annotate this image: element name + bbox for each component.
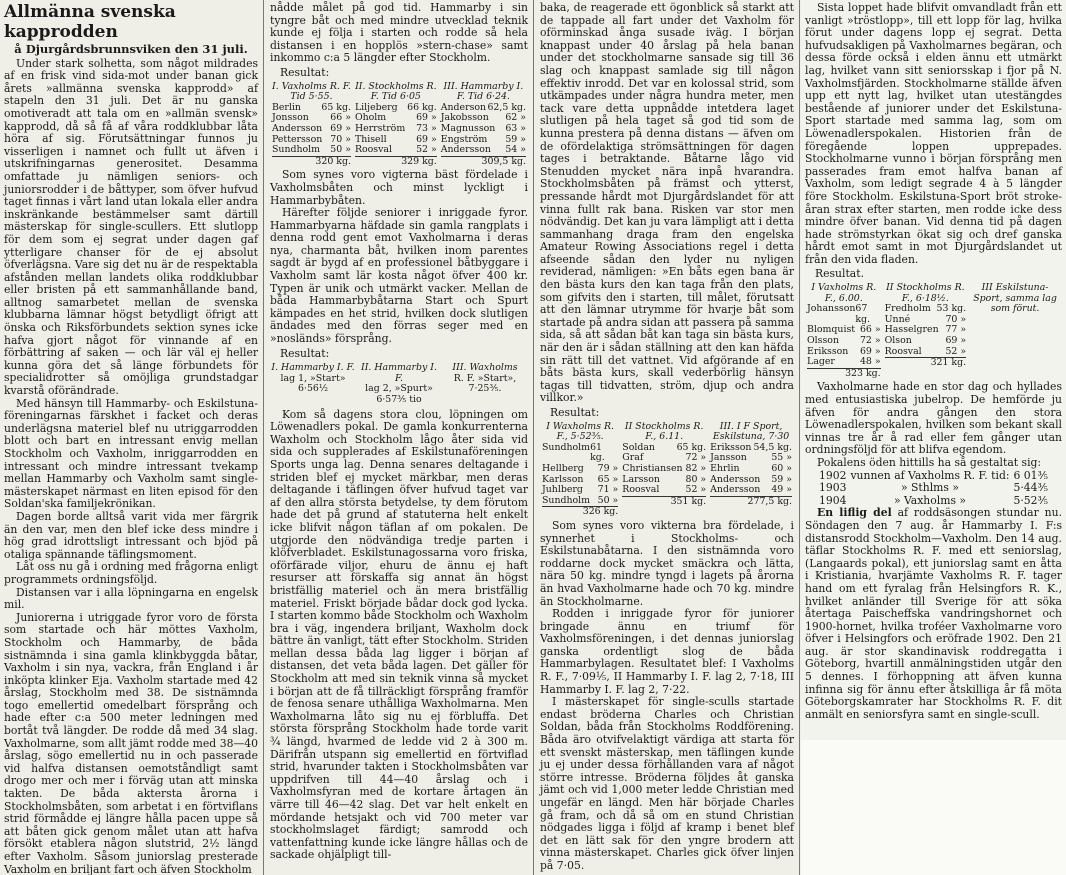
- article-title: Allmänna svenska kapprodden: [4, 2, 176, 42]
- paragraph: Juniorerna i utriggade fyror voro de första som startade och här möttes Vaxholm, Stockholm och Hammarby, de båda sistnämnda i sina gamla klinkbyggda båtar, Vaxholm i sin nya, vackra, från England i år inköpta klinker Eja. Vaxholm startade med 42 årslag, Stockholm med 38. De sistnämnda togo emellertid omedelbart försprång och hade efter c:a 500 meter ledningen med bortåt två längder. De rodde då med 34 slag. Vaxholmarne, som allt jämt rodde med 38—40 årslag, sögo emellertid nu in och passerade vid halfva distansen oemotståndligt samt drogo mer och mer i förväg utan att minska takten. De båda aktersta årorna i Stockholmsbåten, som arbetat i en förtviflans strid förmådde ej längre hålla pacen uppe så att båten gick genom målet utan att hafva försökt etablera någon slutstrid, 2½ längd efter Vaxholm. Såsom juniorslag presterade Vaxholm en briljant fart och äfven Stockholm: [4, 610, 258, 875]
- rower-weight: 54 »: [505, 144, 526, 156]
- results-label: Resultat.: [815, 267, 865, 281]
- result-line: III. Waxholms: [452, 362, 518, 374]
- rower-name: Lager: [807, 356, 835, 368]
- rower-name: Soldan: [622, 441, 655, 453]
- rower-row: [710, 464, 792, 475]
- results-team: [439, 82, 528, 168]
- trophy-year: 1902: [819, 468, 847, 482]
- rower-weight: 59 »: [505, 133, 526, 145]
- paragraph: Låt oss nu gå i ordning med frågorna enligt programmets ordningsföljd.: [4, 560, 258, 586]
- results-team: [708, 422, 794, 518]
- rower-row: [542, 464, 618, 475]
- column-4: [801, 0, 1066, 740]
- rower-name: Karlsson: [542, 473, 584, 485]
- team-total: 320 kg.: [272, 156, 351, 168]
- rower-name: Eriksson: [710, 441, 752, 453]
- rower-weight: 62 »: [505, 112, 526, 124]
- rower-weight: 61 kg.: [590, 441, 605, 464]
- rower-weight: 65 kg.: [676, 441, 707, 453]
- rower-weight: 52 »: [945, 345, 967, 357]
- rower-weight: 49 »: [771, 484, 792, 496]
- rower-row: [355, 124, 437, 135]
- team-total: 309,5 kg.: [441, 156, 526, 168]
- rower-weight: 69 »: [416, 133, 437, 145]
- rower-name: Sundholm: [272, 144, 321, 156]
- column-divider: [533, 0, 534, 875]
- rower-name: Jonsson: [272, 112, 309, 124]
- rower-weight: 55 »: [771, 452, 792, 464]
- team-heading: I. Vaxholms R. F. Tid 5·55.: [272, 80, 351, 103]
- rower-weight: 73 »: [416, 122, 437, 134]
- trophy-year: 1904: [819, 493, 847, 507]
- rower-weight: 77 »: [945, 324, 967, 336]
- paragraph: Vaxholmarne hade en stor dag och hyllades med entusiastiska jubelrop. De hemförde ju äfven för andra gången den stora Löwenadlerspokalen, hvilken som bekant skall vinnas tre år å rad eller fem gånger utan ordningsföljd för att blifva egendom.: [805, 380, 1062, 457]
- trophy-time: 5·44⅗: [1013, 481, 1048, 495]
- rower-row: [441, 145, 526, 156]
- team-heading: III Eskilstuna-Sport, samma lag som förut.: [973, 282, 1057, 315]
- rower-weight: 69 »: [859, 345, 881, 357]
- team-heading: II. Stockholms R. F. Tid 6·05: [355, 80, 437, 103]
- rower-weight: 70 »: [945, 313, 967, 325]
- rower-name: Herrström: [354, 122, 406, 134]
- rower-weight: 62,5 kg.: [487, 101, 526, 113]
- rower-row: [272, 124, 351, 135]
- rower-weight: 66 »: [330, 112, 351, 124]
- result-line: 6·56½: [298, 383, 328, 395]
- trophy-year: 1903: [819, 481, 847, 495]
- trophy-times: [805, 470, 1062, 508]
- rower-name: Larsson: [622, 473, 660, 485]
- paragraph: [805, 507, 1062, 721]
- rower-row: [622, 464, 706, 475]
- results-team: [270, 82, 353, 168]
- trophy-club: » Sthlms »: [900, 481, 959, 495]
- paragraph: I mästerskapet för single-sculls startade endast bröderna Charles och Christian Soldan, båda från Stockholms Roddförening. Båda äro otvifvelaktigt värdiga att starta för ett svenskt mästerskap, men täflingen kunde ju ej under dessa förhållanden vara af något större intresse. Bröderna följdes åt ganska jämt och vid 1,000 meter ledde Christian med ungefär en längd. Men här började Charles gå fram, och då så om en stund Christian nödgades ligga i följd af kramp i benet blef det en lätt sak för den yngre brodern att vinna mästerskapet. Charles gick öfver linjen på 7·05.: [540, 695, 794, 872]
- team-total: 326 kg.: [542, 506, 618, 518]
- rower-name: Unné: [884, 313, 911, 325]
- rower-weight: 50 »: [330, 144, 351, 156]
- paragraph: Distansen var i alla löpningarna en engelsk mil.: [4, 585, 258, 612]
- paragraph: Som synes voro vikterna bra fördelade, i synnerhet i Stockholms- och Eskilstunabåtarna. I den sistnämnda voro roddarne dock mycket smäckra och lätta, nära 50 kg. mindre tyngd i lagets på årorna än hvad Vaxholmarne hade och 70 kg. mindre än Stockholmarne.: [540, 518, 794, 608]
- results-team: [883, 283, 968, 379]
- rower-weight: 69 »: [416, 112, 437, 124]
- rower-weight: 82 »: [685, 462, 707, 474]
- trophy-time-row: [805, 482, 1062, 495]
- team-total: 329 kg.: [355, 156, 437, 168]
- rower-weight: 79 »: [597, 462, 619, 474]
- team-total: 277,5 kg.: [710, 496, 792, 508]
- rower-row: [885, 347, 966, 358]
- rower-weight: 63 »: [505, 122, 526, 134]
- paragraph: Med hänsyn till Hammarby- och Eskilstuna-föreningarnas färskhet i facket och deras underlägsna materiel blef nu utriggarrodden blott och bart en intressant envig mellan Stockholm och Vaxholm, inriggarrodden en intressant och mindre intressant tvekamp mellan Hammarby och Vaxholm samt single-mästerskapet närmast en liten episod för den Soldan'ska familjekrönikan.: [4, 396, 258, 511]
- results-label: Resultat:: [550, 406, 600, 419]
- rower-weight: 67 kg.: [855, 303, 871, 325]
- rower-name: Anderson: [440, 101, 487, 113]
- paragraph: Rodden i inriggade fyror för juniorer bringade ännu en triumf för Vaxholmsföreningen, i det dennas juniorslag ganska ordentligt slog de båda Hammarbylagen. Resultatet blef: I Vaxholms R. F., 7·09⅕, II Hammarby I. F. lag 2, 7·18, III Hammarby I. F. lag 2, 7·22.: [540, 607, 794, 696]
- results-team: [968, 283, 1062, 379]
- rower-weight: 66 kg.: [407, 101, 437, 113]
- paragraph: nådde målet på god tid. Hammarby i sin tyngre båt och med mindre utvecklad teknik kunde ej följa i starten och rodde så hela distansen i en hopplös »stern-chase» samt inkommo c:a 5 längder efter Stockholm.: [270, 1, 528, 65]
- trophy-club: vunnen af Vaxholms R. F. tid:: [850, 468, 1010, 482]
- paragraph: Härefter följde seniorer i inriggade fyror. Hammarbyarna häfdade sin gamla rangplats i denna rodd gent emot Vaxholmarna i deras nya, charmanta båt, hvilken inom parentes sagdt är bygd af en professionel båtbyggare i Vaxholm samt lär kosta något öfver 400 kr. Typen är unik och utmärkt vacker. Mellan de båda Hammarbybåtarna Start och Spurt kämpades en het strid, hvilken dock slutligen ändades med den förras seger med en »nosländs» försprång.: [270, 206, 528, 346]
- results-label: Resultat:: [280, 65, 330, 79]
- rower-name: Andersson: [710, 484, 761, 496]
- result-line: lag 2, »Spurt»: [365, 383, 433, 395]
- page-margin: [801, 740, 1066, 875]
- rower-name: Christiansen: [622, 462, 683, 474]
- result-line: I. Hammarby I. F.: [271, 362, 355, 374]
- rower-name: Fredholm: [884, 303, 931, 315]
- rower-name: Juhlberg: [542, 484, 583, 496]
- rower-name: Andersson: [272, 122, 323, 134]
- trophy-club: » Vaxholms »: [893, 493, 967, 507]
- paragraph: Dagen borde alltså varit vida mer färgrik än den var, men den blef icke dess mindre i hög grad idrottsligt intressant och bjöd på otaliga spännande täflingsmoment.: [4, 509, 258, 561]
- rower-weight: 59 »: [771, 473, 792, 485]
- rower-name: Sundholm: [542, 494, 591, 506]
- rower-weight: 66 »: [859, 324, 881, 336]
- rower-weight: 52 »: [416, 144, 437, 156]
- rower-weight: 65 »: [597, 473, 619, 485]
- rower-name: Berlin: [272, 101, 301, 113]
- rower-weight: 69 »: [330, 122, 351, 134]
- paragraph: baka, de reagerade ett ögonblick så starkt att de tappade all fart under det Vaxholm för oförminskad ånga susade iväg. I början knappast under 40 årslag på hela banan under det stockholmarne sansade sig till 36 slag och knappast samlade sig till någon effektiv inrodd. Det var en kolossal strid, som utkämpades under några hundra meter, men tack vare detta uppnådde intetdera laget slutligen på hela taget så god tid som de kunna prestera på denna distans — äfven om de ofördelaktiga strömsättningen för dagen tages i betraktande. Båtarne lågo vid Stenudden mycket nära inpå hvarandra. Stockholmsbåten på främst och ytterst, pressande hårdt mot Djurgårdslandet för att vinna fullt rak bana. Risken var stor men nödvändig. Det kan ju vara lämpligt att i detta sammanhang draga fram den engelska Amateur Rowing Associations regel i detta afseende sådan den lyder nu nyligen reviderad, nämligen: »En båts egen bana är den bästa kurs den kan taga från den plats, som gifvits den i starten, till målet, förutsatt att den lämnar utrymme för hvarje båt som startade på andra sidan att passera på samma sida, så att sådan båt kan taga sin bästa kurs, när den är i sådan ställning att den kan häfda sin rätt till det vattnet. Vid afgörande af en båts bästa kurs, skall vederbörlig hänsyn tagas till tidvatten, ström, djup och andra villkor.»: [540, 1, 794, 405]
- rower-weight: 65 kg.: [321, 101, 351, 113]
- rower-name: Roosval: [622, 484, 660, 496]
- results-table: [540, 422, 794, 518]
- rower-name: Jakobsson: [440, 112, 489, 124]
- results-team: [805, 283, 883, 379]
- results-team: [353, 82, 439, 168]
- rower-name: Sundholm: [542, 441, 591, 453]
- column-divider: [263, 0, 264, 875]
- rower-row: [272, 145, 351, 156]
- results-row: [270, 363, 528, 405]
- rower-name: Roosval: [884, 345, 922, 357]
- result-line: II. Hammarby I. F.: [361, 362, 437, 384]
- team-heading: III. I F Sport, Eskilstuna, 7·30: [712, 420, 790, 443]
- result-entry: [442, 363, 528, 405]
- rower-name: Roosval: [354, 144, 392, 156]
- rower-weight: 48 »: [859, 356, 881, 368]
- rower-weight: 50 »: [597, 494, 619, 506]
- column-3: [536, 0, 798, 875]
- result-entry: [356, 363, 442, 405]
- paragraph: Sista loppet hade blifvit omvandladt från ett vanligt »tröstlopp», till ett lopp för lag, hvilka förut under dagens lopp ej segrat. Detta hufvudsakligen på Vaxholmarnes begäran, och dessa förde också i elden ännu ett utmärkt lag, hvilket vann sitt seniorsskap i fjor på N. Vaxholmsfjärden. Stockholmarne ställde äfven upp ett nytt lag, hvilket utan utestängdes bestående af juniorer under det Eskilstuna-Sport startade med samma lag, som om Löwenadlerspokalen. Historien från de föregående loppen upprepades. Stockholmarne vunno i början försprång men passerades fram emot halfva banan af Vaxholm, som ledigt segrade 4 à 5 längder före Stockholm. Eskilstuna-Sport bröt stroke-åran strax efter starten, men rodde icke dess mindre öfver banan. Vid denna tid på dagen hade strömstyrkan ökat sig och dref ganska hårdt emot samt in mot Djurgårdslandet ut från den vida fladen.: [805, 1, 1062, 266]
- rower-name: Thisell: [354, 133, 387, 145]
- rower-name: Ehrlin: [710, 462, 740, 474]
- team-heading: I Vaxholms R. F., 6.00.: [811, 282, 877, 304]
- rower-row: [542, 443, 618, 464]
- rower-name: Andersson: [710, 473, 761, 485]
- result-line: 7·25⅗.: [468, 383, 502, 395]
- team-heading: II Stockholms R. F., 6.11.: [624, 420, 704, 443]
- rower-name: Magnusson: [440, 122, 496, 134]
- column-1: [0, 0, 262, 875]
- result-entry: [270, 363, 356, 405]
- rower-name: Pettersson: [272, 133, 323, 145]
- trophy-time: 6 01⅗: [1013, 468, 1048, 482]
- team-heading: II Stockholms R. F., 6·18½.: [886, 282, 965, 304]
- rower-weight: 72 »: [685, 452, 707, 464]
- rower-name: Eriksson: [807, 345, 849, 357]
- team-heading: III. Hammarby I. F. Tid 6·24.: [443, 80, 524, 103]
- paragraph: Kom så dagens stora clou, löpningen om Löwenadlers pokal. De gamla konkurrenterna Waxholm och Stockholm lågo åter sida vid sida och supplerades af Eskilstunaföreningen Sports unga lag. Denna senares deltagande i striden blef ej mycket märkbar, men deras deltagande i täflingen öfver hufvud taget var af den allra största betydelse, ty dem förutom hade det på grund af statuterna helt enkelt icke blifvit någon täflan af om pokalen. De utgjorde den nödvändiga tredje parten i klöfverbladet. Eskilstunagossarna voro friska, oförfärade viljor, ehuru de ännu ej haft resurser att förskaffa sig annat än högst bristfällig materiel och än mera bristfällig materiel. Friskt började bådar dock god lycka. I starten kommo både Stockholm och Waxholm bra i väg, ingendera briljant, Waxholm dock bättre än vanligt, tätt efter Stockholm. Striden mellan dessa båda lag ligger i början af distansen, det veta båda lagen. Det gäller för Stockholm att med sin teknik vinna så mycket i början att de få tillräckligt försprång framför de fenosa senare uthålliga Waxholmarna. Men Waxholmarna låto sig nu ej förbluffa. Det största försprång Stockholm hade torde varit ¾ längd, hvarmed de ledde vid 2 à 300 m. Därifrån utspann sig emellertid en förtviflad strid, hvarunder takten i Stockholmsbåten var uppdrifven till 44—40 årslag och i Vaxholmsfyran med de kortare årtagen än värre till 46—42 slag. Det var helt enkelt en mördande hetsjakt och vid 700 meter var stockholmslaget färdigt; samrodd och vattenfattning kunde icke längre hållas och de sackade ohjälpligt till-: [270, 407, 528, 862]
- rower-row: [710, 485, 792, 496]
- rower-weight: 54,5 kg.: [753, 441, 792, 453]
- trophy-time: 5·52⅗: [1013, 493, 1048, 507]
- rower-name: Oholm: [354, 112, 387, 124]
- rower-name: Graf: [622, 452, 644, 464]
- results-table: [270, 82, 528, 168]
- rower-name: Olson: [884, 335, 912, 347]
- results-team: [620, 422, 708, 518]
- rower-row: [807, 357, 881, 368]
- rower-name: Jansson: [710, 452, 747, 464]
- results-team: [540, 422, 620, 518]
- rower-name: Olsson: [807, 335, 839, 347]
- rower-name: Hasselgren: [884, 324, 939, 336]
- rower-weight: 69 »: [945, 335, 967, 347]
- results-table: [805, 283, 1062, 379]
- rower-name: Andersson: [440, 144, 491, 156]
- results-label: Resultat:: [280, 346, 330, 360]
- rower-weight: 60 »: [771, 462, 792, 474]
- result-line: R. F. »Start»,: [453, 372, 517, 384]
- rower-weight: 53 kg.: [936, 303, 967, 315]
- paragraph: Som synes voro vigterna bäst fördelade i Vaxholmsbåten och minst lyckligt i Hammarbybåten.: [270, 168, 528, 207]
- team-total: 321 kg.: [885, 357, 966, 369]
- rower-weight: 71 »: [597, 484, 619, 496]
- rower-row: [542, 496, 618, 507]
- rower-name: Liljeberg: [354, 101, 398, 113]
- rower-name: Johansson: [807, 303, 856, 315]
- rower-name: Engström: [440, 133, 488, 145]
- column-divider: [799, 0, 800, 875]
- rower-row: [441, 124, 526, 135]
- article-subtitle: å Djurgårdsbrunnsviken den 31 juli.: [14, 42, 248, 56]
- paragraph: Under stark solhetta, som något mildrades af en frisk vind sida-mot under banan gick årets »allmänna svenska kapprodd» af stapeln den 31 juli. Det är nu ganska omotiveradt att tala om en »allmän svensk» kapprodd, då så få af våra roddklubbar låta höra af sig. Förutsättningar funnos ju visserligen i namnet och fullt ut äfven i utskrifningarnas generositet. Desamma omfattade ju nämligen seniors- och juniorsrodder i de båttyper, som öfver hufvud taget finnas i vårt land utan lokala eller andra inskränkande bestämmelser samt därtill mästerskap för single-scullers. Ett slutlopp för dem som ej segrat under dagen gaf ytterligare chanser för de ej absolut öfverlägsna. Vare sig det nu är de respektabla afstånden mellan landets olika roddklubbar eller bristen på ett sammanhållande band, alltnog samarbetet mellan de svenska klubbarna lämnar högst betydligt öfrigt att önska och Riksförbundets sektion synes icke hafva gjort något för vinnande af en förbättring af saken — och lär väl ej heller kunna göra det så länge förbundets för specialidrotter så omöjliga grundstadgar kvarstå oförändrade.: [4, 56, 258, 398]
- paragraph-lead: En liflig del: [817, 506, 892, 520]
- rower-weight: 52 »: [685, 484, 707, 496]
- rower-weight: 80 »: [685, 473, 707, 485]
- rower-name: Blomquist: [807, 324, 856, 336]
- paragraph: Pokalens öden hittills ha så gestaltat sig:: [817, 455, 1042, 469]
- result-line: lag 1, »Start»: [280, 372, 346, 384]
- result-line: 6·57⅗ tio: [376, 394, 422, 405]
- rower-row: [355, 145, 437, 156]
- column-2: [266, 0, 532, 875]
- rower-weight: 70 »: [330, 133, 351, 145]
- rower-row: [622, 485, 706, 496]
- team-heading: I Waxholms R. F., 5·52⅗.: [546, 420, 615, 443]
- team-total: 323 kg.: [807, 368, 881, 380]
- team-total: 351 kg.: [622, 496, 706, 508]
- paragraph-text: af roddsäsongen stundar nu. Söndagen den 7 aug. år Hammarby I. F:s distansrodd Stockholm—Vaxholm. Den 14 aug. täflar Stockholms R. F. med ett seniorslag, (Langaards pokal), ett juniorslag samt en åtta i Kristiania, hvarjämte Vaxholms R. F. tager hand om ett fyralag från Helsingfors R. K., hvilket anländer till Sverige för att söka återtaga Paischeffska vandringshornet och 1900-hornet, hvilka troféer Vaxholmarne voro öfver i Helsingfors och eröfrade 1902. Den 21 aug. är stor skandinavisk roddregatta i Göteborg, hvartill anmälningstiden utgår den 5 dennes. I förhoppning att äfven kunna infinna sig för ännu efter åtskilliga år få möta Göteborgskamrater har Stockholms R. F. dit anmält en seniorsfyra samt en single-scull.: [805, 506, 1062, 721]
- rower-weight: 72 »: [859, 335, 881, 347]
- rower-name: Hellberg: [542, 462, 584, 474]
- rower-row: [807, 304, 881, 325]
